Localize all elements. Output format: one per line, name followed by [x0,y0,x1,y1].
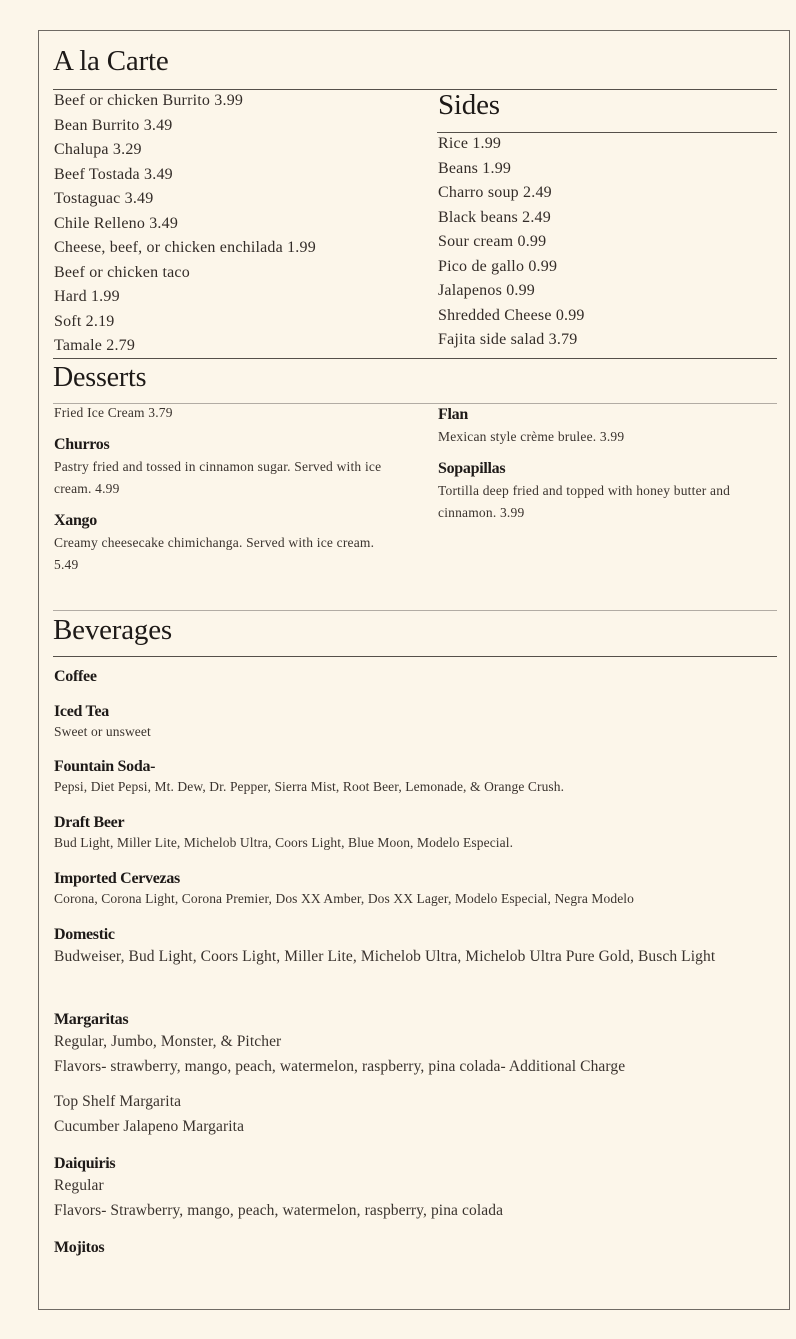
a-la-carte-list [54,89,316,359]
beverage-description: Pepsi, Diet Pepsi, Mt. Dew, Dr. Pepper, Sierra Mist, Root Beer, Lemonade, & Orange Crush. [54,779,565,794]
beverage-margaritas [54,1011,774,1139]
menu-item: Black beans 2.49 [438,208,551,226]
menu-item: Hard 1.99 [54,288,120,305]
menu-item: Tamale 2.79 [54,337,136,354]
beverage-mojitos [54,1239,774,1257]
beverage-name: Coffee [54,668,97,685]
beverage-name: Daiquiris [54,1155,116,1172]
beverage-domestic [54,926,774,969]
dessert-description: Creamy cheesecake chimichanga. Served with ice cream. 5.49 [54,535,375,572]
dessert-name: Flan [438,406,468,423]
beverage-description: Bud Light, Miller Lite, Michelob Ultra, Coors Light, Blue Moon, Modelo Especial. [54,835,514,850]
beverage-draft-beer [54,814,774,854]
dessert-description: Mexican style crème brulee. 3.99 [438,429,625,444]
beverage-description: Budweiser, Bud Light, Coors Light, Miller Lite, Michelob Ultra, Michelob Ultra Pure Gold, Busch Light [54,948,716,965]
menu-item: Charro soup 2.49 [438,184,552,201]
dessert-name: Sopapillas [438,460,506,477]
dessert-flan [438,406,783,448]
menu-item: Beef Tostada 3.49 [54,165,173,183]
menu-item: Rice 1.99 [438,135,502,152]
beverages-divider [53,656,777,657]
beverage-iced-tea [54,703,774,743]
dessert-description: Pastry fried and tossed in cinnamon sugar. Served with ice cream. 4.99 [54,459,382,496]
beverage-name: Margaritas [54,1011,129,1028]
beverage-name: Imported Cervezas [54,870,180,887]
margarita-flavors: Flavors- strawberry, mango, peach, watermelon, raspberry, pina colada- Additional Charge [54,1058,626,1075]
menu-item: Chile Relleno 3.49 [54,214,179,232]
menu-item: Soft 2.19 [54,312,115,330]
beverage-name: Domestic [54,926,115,943]
beverage-description: Corona, Corona Light, Corona Premier, Dos XX Amber, Dos XX Lager, Modelo Especial, Negra Modelo [54,891,635,906]
desserts-divider [53,403,777,404]
sides-list [438,132,585,353]
dessert-description: Tortilla deep fried and topped with honey butter and cinnamon. 3.99 [438,483,731,520]
beverages-top-divider [53,610,777,611]
dessert-name: Churros [54,436,110,453]
beverages-heading: Beverages [53,614,172,646]
a-la-carte-heading: A la Carte [53,45,169,77]
dessert-name: Xango [54,512,97,529]
menu-item: Shredded Cheese 0.99 [438,306,585,324]
beverage-name: Fountain Soda- [54,758,156,775]
menu-item: Beef or chicken taco [54,263,190,281]
menu-item: Jalapenos 0.99 [438,282,536,299]
desserts-top-divider [53,358,777,359]
beverage-description: Sweet or unsweet [54,724,151,739]
cucumber-jalapeno-margarita: Cucumber Jalapeno Margarita [54,1118,245,1135]
beverage-daiquiris [54,1155,774,1223]
beverage-name: Draft Beer [54,814,125,831]
top-shelf-margarita: Top Shelf Margarita [54,1093,182,1110]
dessert-xango [54,512,384,576]
dessert-churros [54,436,384,500]
menu-item: Chalupa 3.29 [54,141,142,158]
dessert-sopapillas [438,460,783,524]
menu-item: Cheese, beef, or chicken enchilada 1.99 [54,239,316,256]
margarita-sizes: Regular, Jumbo, Monster, & Pitcher [54,1033,282,1050]
beverage-coffee [54,668,774,686]
desserts-heading: Desserts [53,362,147,393]
menu-item: Beans 1.99 [438,159,512,177]
menu-item: Tostaguac 3.49 [54,190,154,207]
daiquiri-regular: Regular [54,1177,104,1194]
menu-item: Fajita side salad 3.79 [438,331,578,348]
menu-item: Sour cream 0.99 [438,233,547,250]
menu-item: Beef or chicken Burrito 3.99 [54,92,244,109]
beverage-fountain-soda [54,758,774,798]
beverage-imported-cervezas [54,870,774,910]
beverage-name: Mojitos [54,1239,105,1256]
daiquiri-flavors: Flavors- Strawberry, mango, peach, watermelon, raspberry, pina colada [54,1202,504,1219]
fried-ice-cream: Fried Ice Cream 3.79 [54,405,173,420]
menu-item: Bean Burrito 3.49 [54,116,173,134]
menu-item: Pico de gallo 0.99 [438,257,558,275]
sides-heading: Sides [438,89,500,121]
beverage-name: Iced Tea [54,703,109,720]
